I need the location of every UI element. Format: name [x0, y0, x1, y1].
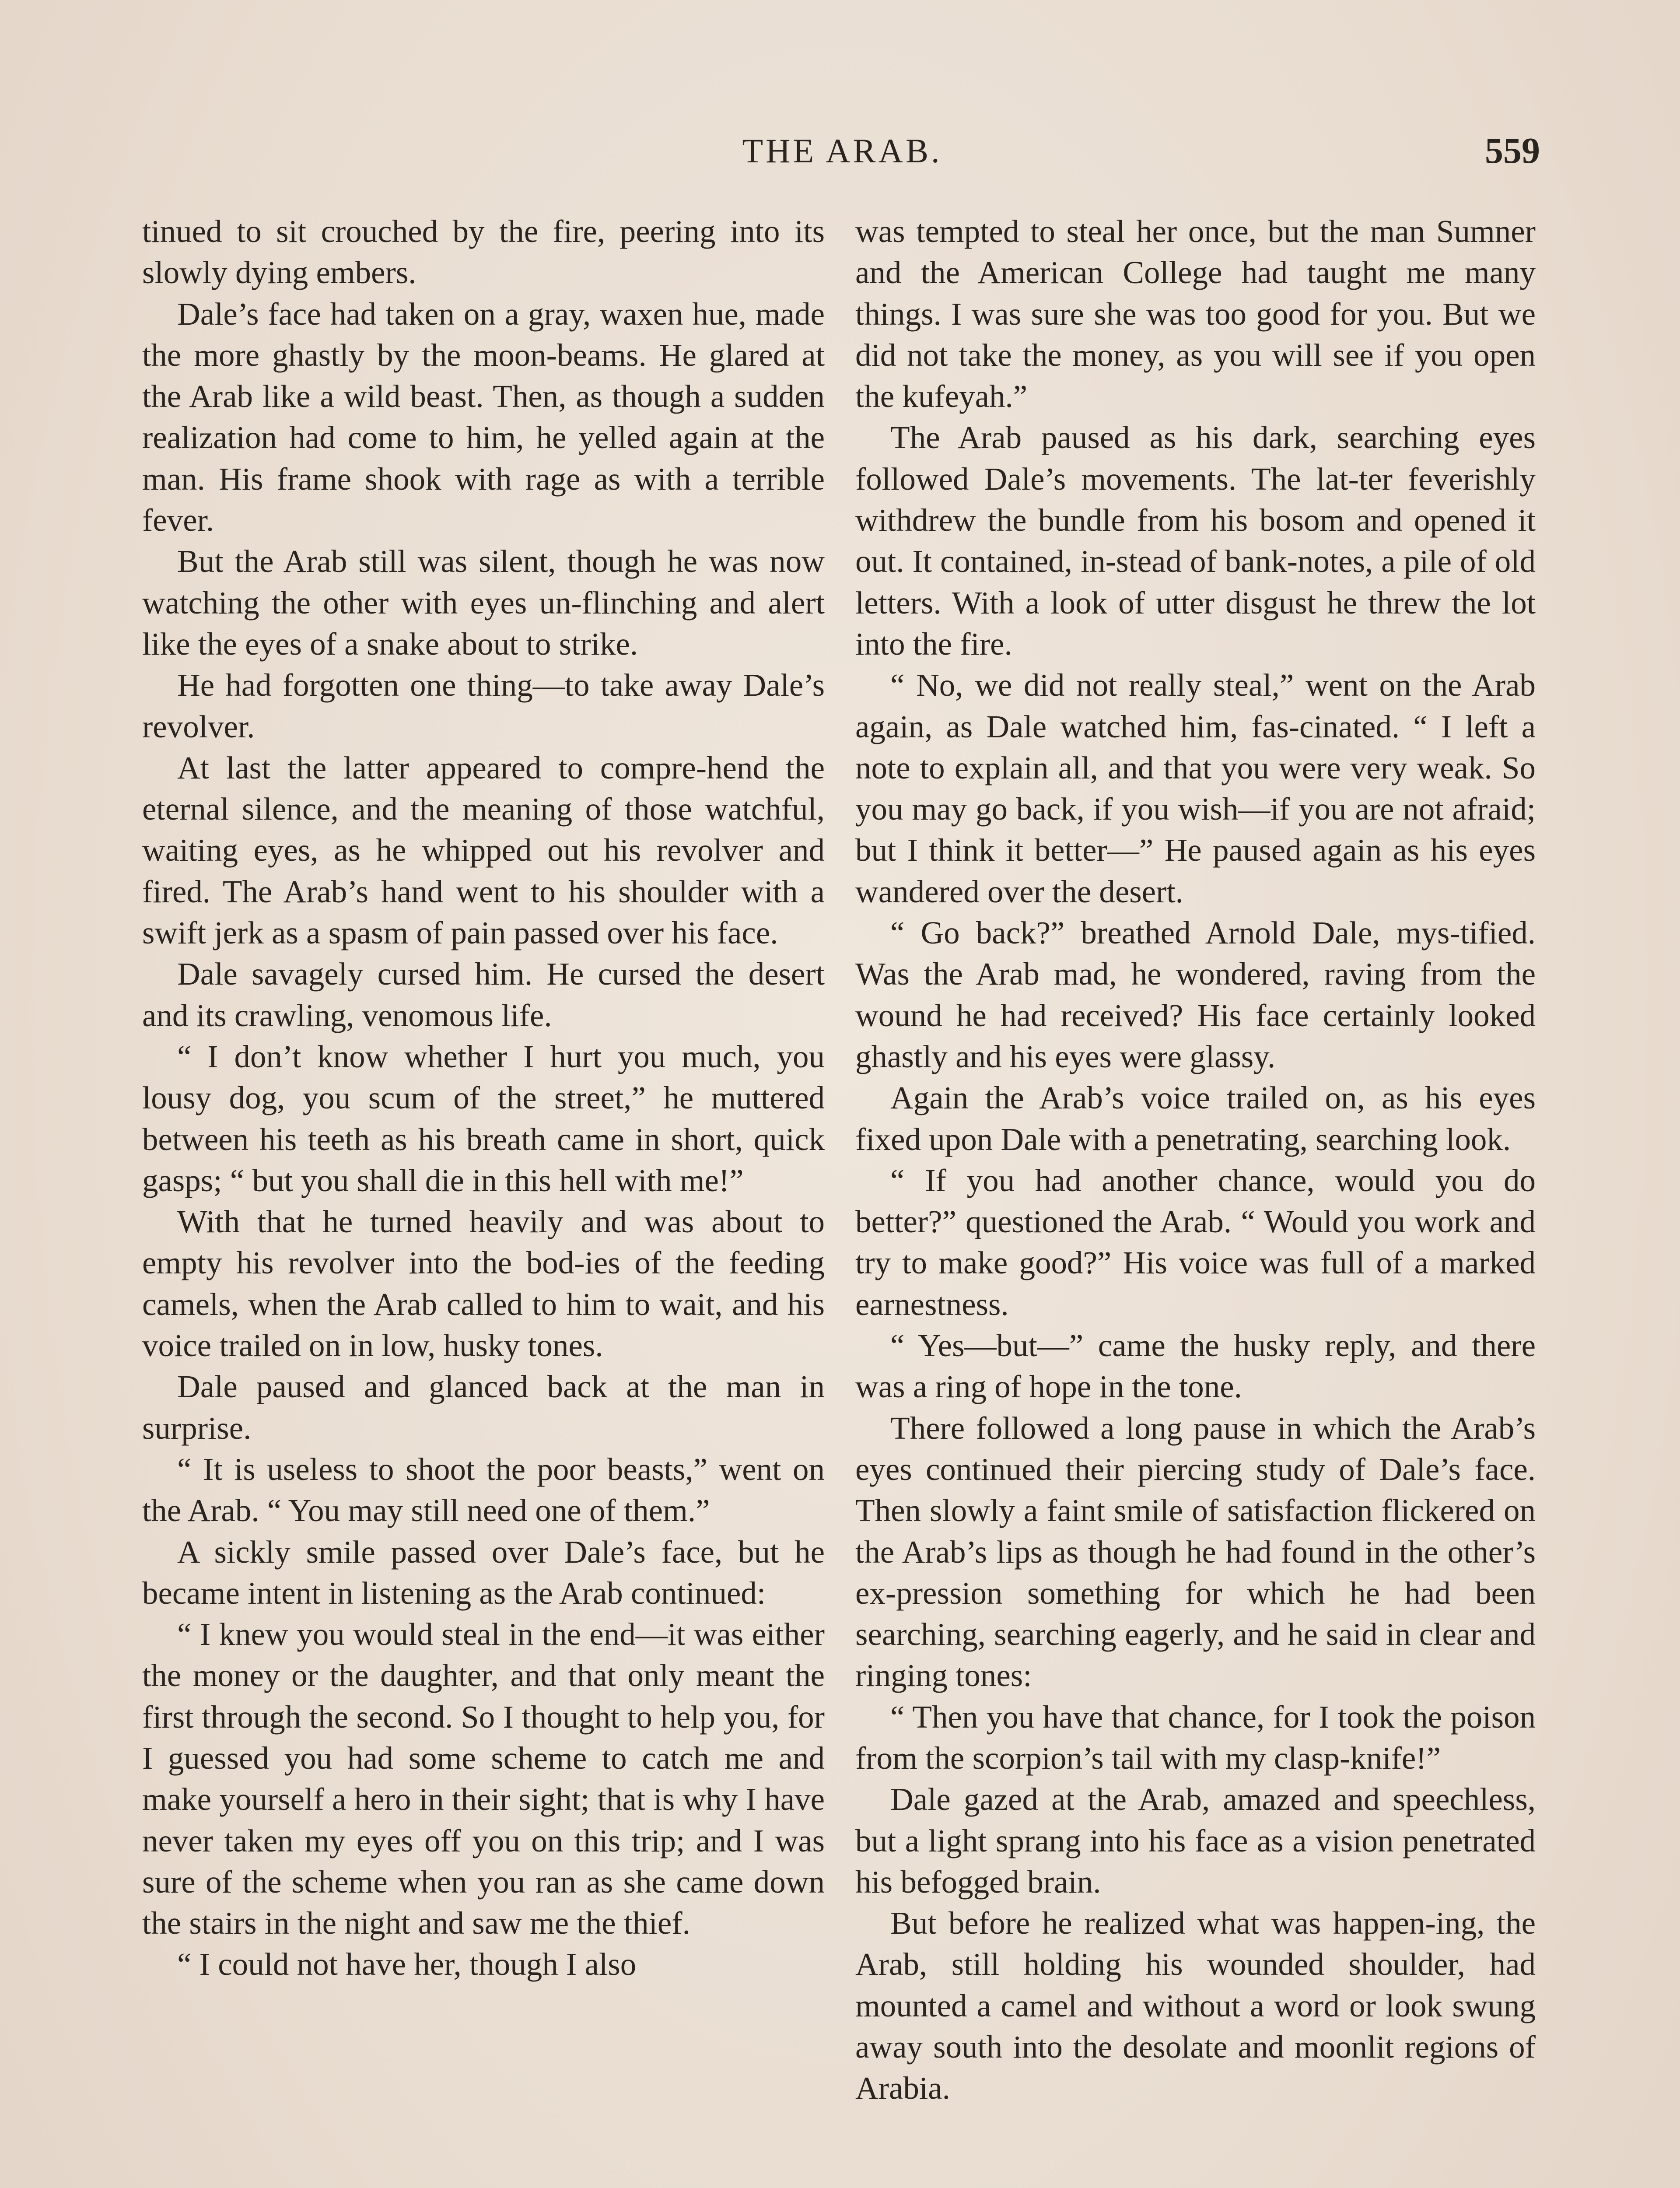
paragraph: “ If you had another chance, would you do better?” questioned the Arab. “ Would you work and try to make good?” His voice was full of a marked earnestness. — [855, 1162, 1536, 1322]
paragraph: tinued to sit crouched by the fire, peering into its slowly dying embers. — [142, 214, 825, 291]
page-number: 559 — [1485, 130, 1540, 171]
paragraph: “ No, we did not really steal,” went on the Arab again, as Dale watched him, fas-cinated. “ I left a note to explain all, and that you were very weak. So you may go back, if you wish—if you are not afraid; but I think it better—” He paused again as his eyes wandered over the desert. — [855, 667, 1536, 909]
paragraph: “ Go back?” breathed Arnold Dale, mys-tified. Was the Arab mad, he wondered, raving from the wound he had received? His face certainly looked ghastly and his eyes were glassy. — [855, 915, 1536, 1074]
right-column — [855, 211, 1536, 2109]
paragraph: The Arab paused as his dark, searching eyes followed Dale’s movements. The lat-ter feverishly withdrew the bundle from his bosom and opened it out. It contained, in-stead of bank-notes, a pile of old letters. With a look of utter disgust he threw the lot into the fire. — [855, 420, 1536, 662]
paragraph: was tempted to steal her once, but the man Sumner and the American College had taught me many things. I was sure she was too good for you. But we did not take the money, as you will see if you open the kufeyah.” — [855, 214, 1536, 414]
paragraph: At last the latter appeared to compre-hend the eternal silence, and the meaning of those watchful, waiting eyes, as he whipped out his revolver and fired. The Arab’s hand went to his shoulder with a swift jerk as a spasm of pain passed over his face. — [142, 750, 825, 951]
paragraph: Dale gazed at the Arab, amazed and speechless, but a light sprang into his face as a vision penetrated his befogged brain. — [855, 1781, 1536, 1900]
paragraph: “ I could not have her, though I also — [177, 1946, 637, 1982]
paragraph: A sickly smile passed over Dale’s face, but he became intent in listening as the Arab continued: — [142, 1534, 825, 1611]
paragraph: With that he turned heavily and was about to empty his revolver into the bod-ies of the feeding camels, when the Arab called to him to wait, and his voice trailed on in low, husky tones. — [142, 1204, 825, 1364]
running-title: THE ARAB. — [742, 132, 942, 170]
paragraph: “ Yes—but—” came the husky reply, and there was a ring of hope in the tone. — [855, 1328, 1536, 1405]
paragraph: “ It is useless to shoot the poor beasts,” went on the Arab. “ You may still need one of them.” — [142, 1451, 825, 1529]
paragraph: “ I knew you would steal in the end—it was either the money or the daughter, and that only meant the first through the second. So I thought to help you, for I guessed you had some scheme to catch me and make yourself a hero in their sight; that is why I have never taken my eyes off you on this trip; and I was sure of the scheme when you ran as she came down the stairs in the night and saw me the thief. — [142, 1616, 825, 1941]
paragraph: Again the Arab’s voice trailed on, as his eyes fixed upon Dale with a penetrating, searching look. — [855, 1080, 1536, 1157]
left-column — [142, 211, 825, 1985]
paragraph: Dale paused and glanced back at the man in surprise. — [142, 1369, 825, 1446]
paragraph: But before he realized what was happen-ing, the Arab, still holding his wounded shoulder, had mounted a camel and without a word or look swung away south into the desolate and moonlit regions of Arabia. — [855, 1905, 1536, 2106]
paragraph: But the Arab still was silent, though he was now watching the other with eyes un-flinching and alert like the eyes of a snake about to strike. — [142, 543, 825, 662]
paragraph: He had forgotten one thing—to take away Dale’s revolver. — [142, 667, 825, 744]
paragraph: Dale savagely cursed him. He cursed the desert and its crawling, venomous life. — [142, 956, 825, 1033]
paragraph: “ Then you have that chance, for I took the poison from the scorpion’s tail with my clasp-knife!” — [855, 1699, 1536, 1776]
paragraph: There followed a long pause in which the Arab’s eyes continued their piercing study of Dale’s face. Then slowly a faint smile of satisfaction flickered on the Arab’s lips as though he had found in the other’s ex-pression something for which he had been searching, searching eagerly, and he said in clear and ringing tones: — [855, 1410, 1536, 1694]
paragraph: “ I don’t know whether I hurt you much, you lousy dog, you scum of the street,” he muttered between his teeth as his breath came in short, quick gasps; “ but you shall die in this hell with me!” — [142, 1038, 825, 1198]
paragraph: Dale’s face had taken on a gray, waxen hue, made the more ghastly by the moon-beams. He glared at the Arab like a wild beast. Then, as though a sudden realization had come to him, he yelled again at the man. His frame shook with rage as with a terrible fever. — [142, 296, 825, 538]
running-head — [144, 127, 1540, 179]
